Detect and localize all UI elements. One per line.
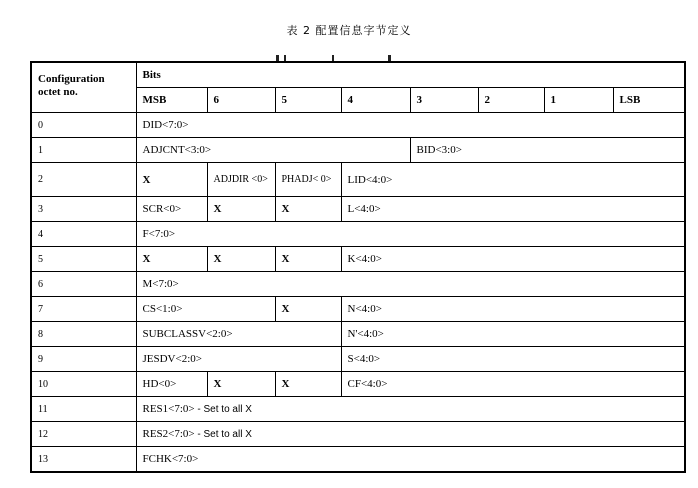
field-cell: X <box>275 372 341 397</box>
field-cell: X <box>275 247 341 272</box>
octet-number: 2 <box>31 163 136 197</box>
octet-number: 10 <box>31 372 136 397</box>
bit-col-6: 6 <box>207 88 275 113</box>
table-row <box>31 372 685 397</box>
table-row <box>31 197 685 222</box>
table-row <box>31 222 685 247</box>
octet-number: 7 <box>31 297 136 322</box>
field-cell: SUBCLASSV<2:0> <box>136 322 341 347</box>
field-cell: X <box>136 247 207 272</box>
field-cell <box>136 422 685 447</box>
field-cell: X <box>207 372 275 397</box>
octet-number: 13 <box>31 447 136 473</box>
field-cell: CS<1:0> <box>136 297 275 322</box>
octet-number: 1 <box>31 138 136 163</box>
table-row <box>31 163 685 197</box>
field-cell: PHADJ< 0> <box>275 163 341 197</box>
octet-number: 5 <box>31 247 136 272</box>
field-cell: ADJDIR <0> <box>207 163 275 197</box>
table-row <box>31 322 685 347</box>
header-row <box>31 62 685 88</box>
field-cell: X <box>275 197 341 222</box>
field-cell: K<4:0> <box>341 247 685 272</box>
table-caption: 表 2 配置信息字节定义 <box>286 24 412 37</box>
octet-number: 4 <box>31 222 136 247</box>
field-cell: CF<4:0> <box>341 372 685 397</box>
bit-col-lsb: LSB <box>613 88 685 113</box>
field-cell: HD<0> <box>136 372 207 397</box>
table-row <box>31 422 685 447</box>
bits-header: Bits <box>136 62 685 88</box>
table-row <box>31 347 685 372</box>
field-name: RES1<7:0> <box>142 403 195 415</box>
field-cell: S<4:0> <box>341 347 685 372</box>
field-cell: X <box>275 297 341 322</box>
table-row <box>31 138 685 163</box>
octet-number: 0 <box>31 113 136 138</box>
table-row <box>31 113 685 138</box>
field-cell <box>136 397 685 422</box>
field-cell: FCHK<7:0> <box>136 447 685 473</box>
field-cell: N'<4:0> <box>341 322 685 347</box>
field-note: - Set to all X <box>197 404 252 415</box>
octet-number: 6 <box>31 272 136 297</box>
field-cell: F<7:0> <box>136 222 685 247</box>
octet-number: 8 <box>31 322 136 347</box>
bit-col-2: 2 <box>478 88 544 113</box>
table-row <box>31 297 685 322</box>
table-row <box>31 272 685 297</box>
octet-number: 9 <box>31 347 136 372</box>
octet-number: 11 <box>31 397 136 422</box>
field-cell: N<4:0> <box>341 297 685 322</box>
octet-number: 12 <box>31 422 136 447</box>
field-cell: ADJCNT<3:0> <box>136 138 410 163</box>
configuration-octet-table <box>30 61 686 473</box>
bit-col-1: 1 <box>544 88 613 113</box>
field-cell: LID<4:0> <box>341 163 685 197</box>
field-cell: M<7:0> <box>136 272 685 297</box>
field-cell: SCR<0> <box>136 197 207 222</box>
field-cell: X <box>207 247 275 272</box>
table-row <box>31 247 685 272</box>
table-row <box>31 397 685 422</box>
field-cell: L<4:0> <box>341 197 685 222</box>
field-note: - Set to all X <box>197 429 252 440</box>
field-cell: DID<7:0> <box>136 113 685 138</box>
table-row <box>31 447 685 473</box>
field-cell: JESDV<2:0> <box>136 347 341 372</box>
field-name: RES2<7:0> <box>142 428 195 440</box>
corner-header: Configuration octet no. <box>31 62 136 113</box>
octet-number: 3 <box>31 197 136 222</box>
field-cell: BID<3:0> <box>410 138 685 163</box>
field-cell: X <box>207 197 275 222</box>
field-cell: X <box>136 163 207 197</box>
bit-col-4: 4 <box>341 88 410 113</box>
bit-col-5: 5 <box>275 88 341 113</box>
bit-col-msb: MSB <box>136 88 207 113</box>
bit-col-3: 3 <box>410 88 478 113</box>
